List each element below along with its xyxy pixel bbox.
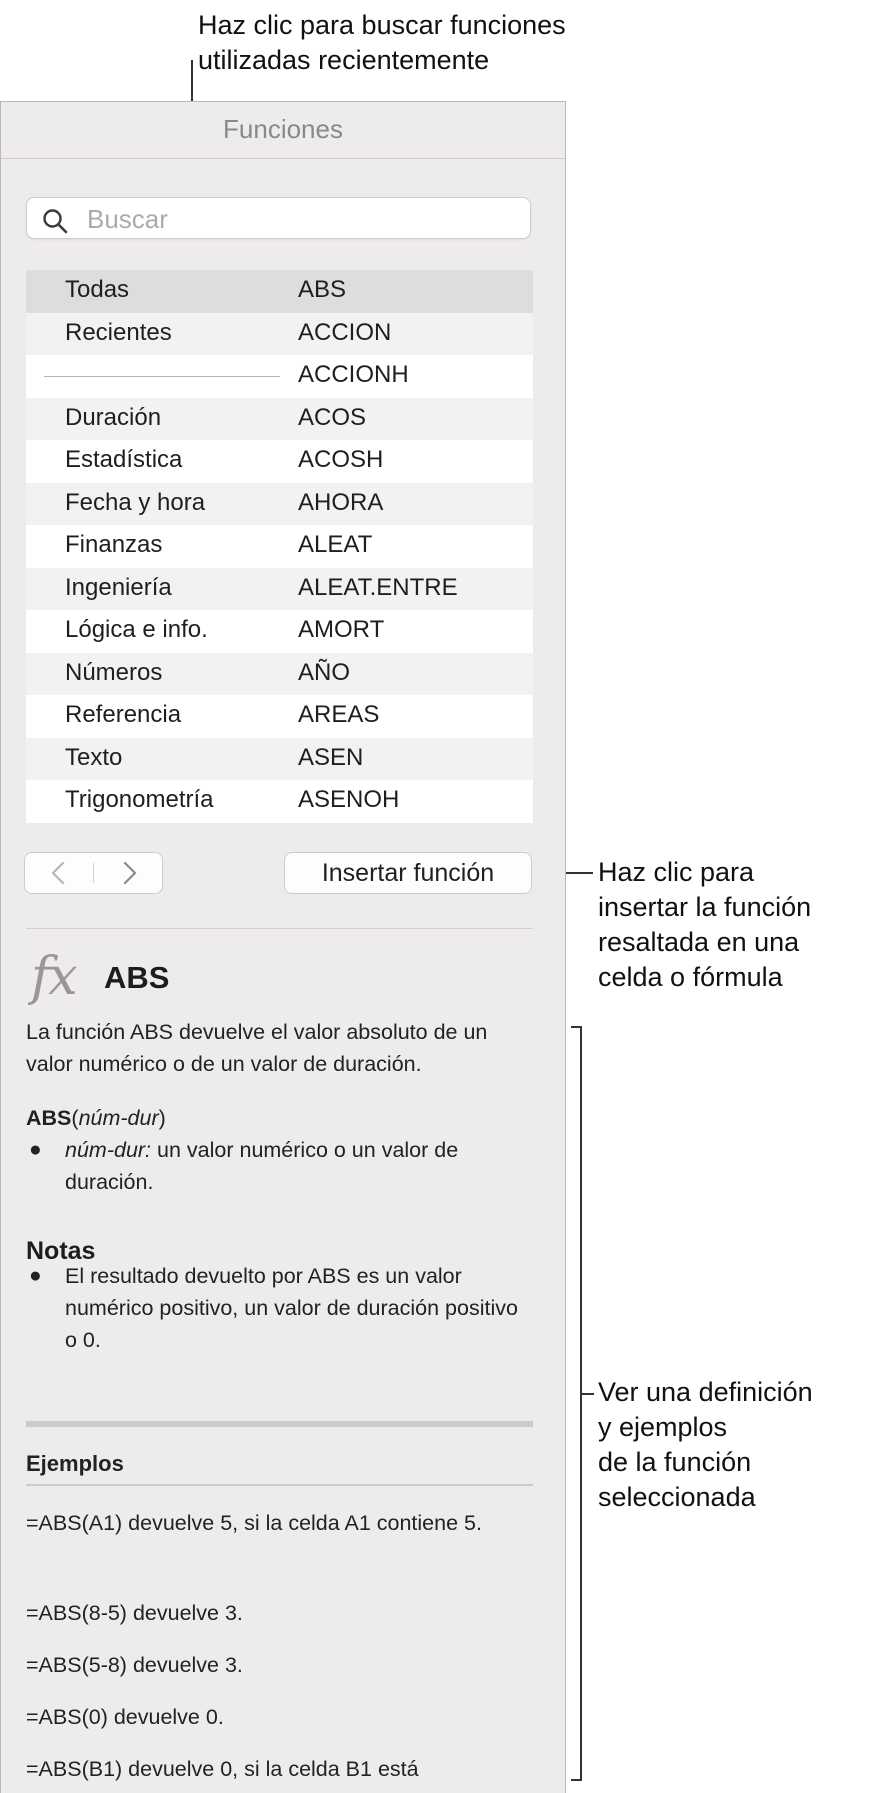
category-item[interactable]: Todas (65, 276, 130, 303)
callout-line-2: y ejemplos (598, 1412, 728, 1442)
function-item[interactable]: AREAS (298, 701, 380, 728)
callout-leader-line (581, 1393, 594, 1395)
back-button[interactable] (25, 853, 94, 893)
browser-row (26, 610, 533, 653)
callout-line-2: insertar la función (598, 892, 812, 922)
fx-icon: fx (31, 947, 76, 1007)
callout-line-3: de la función (598, 1447, 752, 1477)
example-item: =ABS(0) devuelve 0. (26, 1705, 224, 1729)
bracket-vertical (580, 1026, 582, 1781)
function-item[interactable]: ACOS (298, 403, 367, 431)
category-item[interactable]: Fecha y hora (65, 488, 206, 516)
function-item[interactable]: ALEAT.ENTRE (298, 573, 458, 601)
function-syntax (26, 1102, 531, 1134)
chevron-left-icon (25, 853, 94, 893)
category-item[interactable]: Números (65, 658, 163, 686)
browser-row (26, 270, 533, 313)
browser-row (26, 568, 533, 611)
example-item: =ABS(B1) devuelve 0, si la celda B1 está (26, 1757, 419, 1781)
category-item[interactable]: Referencia (65, 701, 182, 728)
syntax-open: ( (71, 1106, 79, 1130)
function-name: ABS (104, 960, 170, 995)
callout-line-4: celda o fórmula (598, 962, 783, 992)
history-nav (24, 852, 163, 894)
function-description: La función ABS devuelve el valor absoluto de un valor numérico o de un valor de duración. (26, 1020, 488, 1076)
notes-heading: Notas (26, 1237, 96, 1265)
example-item: =ABS(8-5) devuelve 3. (26, 1601, 243, 1625)
category-item[interactable]: Texto (65, 743, 123, 771)
insert-function-button[interactable]: Insertar función (284, 852, 532, 894)
panel-title: Funciones (223, 114, 343, 144)
category-item[interactable]: Finanzas (65, 531, 163, 558)
examples-divider (26, 1421, 533, 1427)
callout-recent-functions (198, 8, 566, 78)
function-item[interactable]: AMORT (298, 616, 385, 643)
category-separator (44, 376, 280, 377)
browser-row (26, 525, 533, 568)
browser-row (26, 483, 533, 526)
function-browser (26, 270, 533, 823)
category-item[interactable]: Duración (65, 403, 162, 431)
search-field[interactable] (26, 197, 531, 239)
functions-panel (0, 101, 566, 1793)
bullet-icon: ● (29, 1138, 42, 1161)
title-divider (1, 158, 565, 159)
note-text: El resultado devuelto por ABS es un valor numérico positivo, un valor de duración positivo o 0. (65, 1264, 518, 1352)
browser-row (26, 355, 533, 398)
syntax-arg: núm-dur (78, 1106, 159, 1130)
callout-definition (598, 1375, 813, 1515)
example-item: =ABS(A1) devuelve 5, si la celda A1 contiene 5. (26, 1511, 482, 1535)
argument-name: núm-dur: (65, 1138, 152, 1162)
category-item[interactable]: Ingeniería (65, 573, 172, 601)
category-item[interactable]: Lógica e info. (65, 616, 208, 643)
callout-insert-function (598, 855, 811, 995)
function-item[interactable]: ACCION (298, 318, 392, 346)
bracket-bottom (571, 1779, 581, 1781)
section-divider (26, 928, 533, 929)
browser-row (26, 738, 533, 781)
category-item[interactable]: Trigonometría (65, 786, 214, 813)
function-item[interactable]: AHORA (298, 488, 384, 516)
callout-line-1: Ver una definición (598, 1377, 813, 1407)
argument-description (65, 1134, 535, 1198)
browser-row (26, 780, 533, 823)
bullet-icon: ● (29, 1264, 42, 1287)
function-item[interactable]: ASENOH (298, 786, 400, 813)
callout-line-1: Haz clic para buscar funciones (198, 10, 566, 40)
search-input[interactable] (85, 201, 519, 237)
chevron-right-icon (94, 853, 163, 893)
callout-line-3: resaltada en una (598, 927, 800, 957)
syntax-name: ABS (26, 1106, 72, 1130)
callout-line-2: utilizadas recientemente (198, 45, 490, 75)
function-item[interactable]: ALEAT (298, 531, 373, 558)
function-item[interactable]: ASEN (298, 743, 364, 771)
examples-heading: Ejemplos (26, 1451, 124, 1476)
category-item[interactable]: Estadística (65, 446, 183, 473)
function-item[interactable]: AÑO (298, 658, 351, 686)
browser-row (26, 313, 533, 356)
browser-row (26, 653, 533, 696)
examples-heading-divider (26, 1484, 533, 1486)
example-item: =ABS(5-8) devuelve 3. (26, 1653, 243, 1677)
argument-text: un valor numérico o un valor de duración. (65, 1138, 459, 1194)
browser-row (26, 398, 533, 441)
browser-row (26, 695, 533, 738)
forward-button[interactable] (94, 853, 163, 893)
function-item[interactable]: ACOSH (298, 446, 384, 473)
callout-line-4: seleccionada (598, 1482, 756, 1512)
syntax-close: ) (158, 1106, 166, 1130)
function-item[interactable]: ACCIONH (298, 361, 409, 388)
callout-line-1: Haz clic para (598, 857, 755, 887)
category-item[interactable]: Recientes (65, 318, 172, 346)
browser-row (26, 440, 533, 483)
function-item[interactable]: ABS (298, 276, 347, 303)
